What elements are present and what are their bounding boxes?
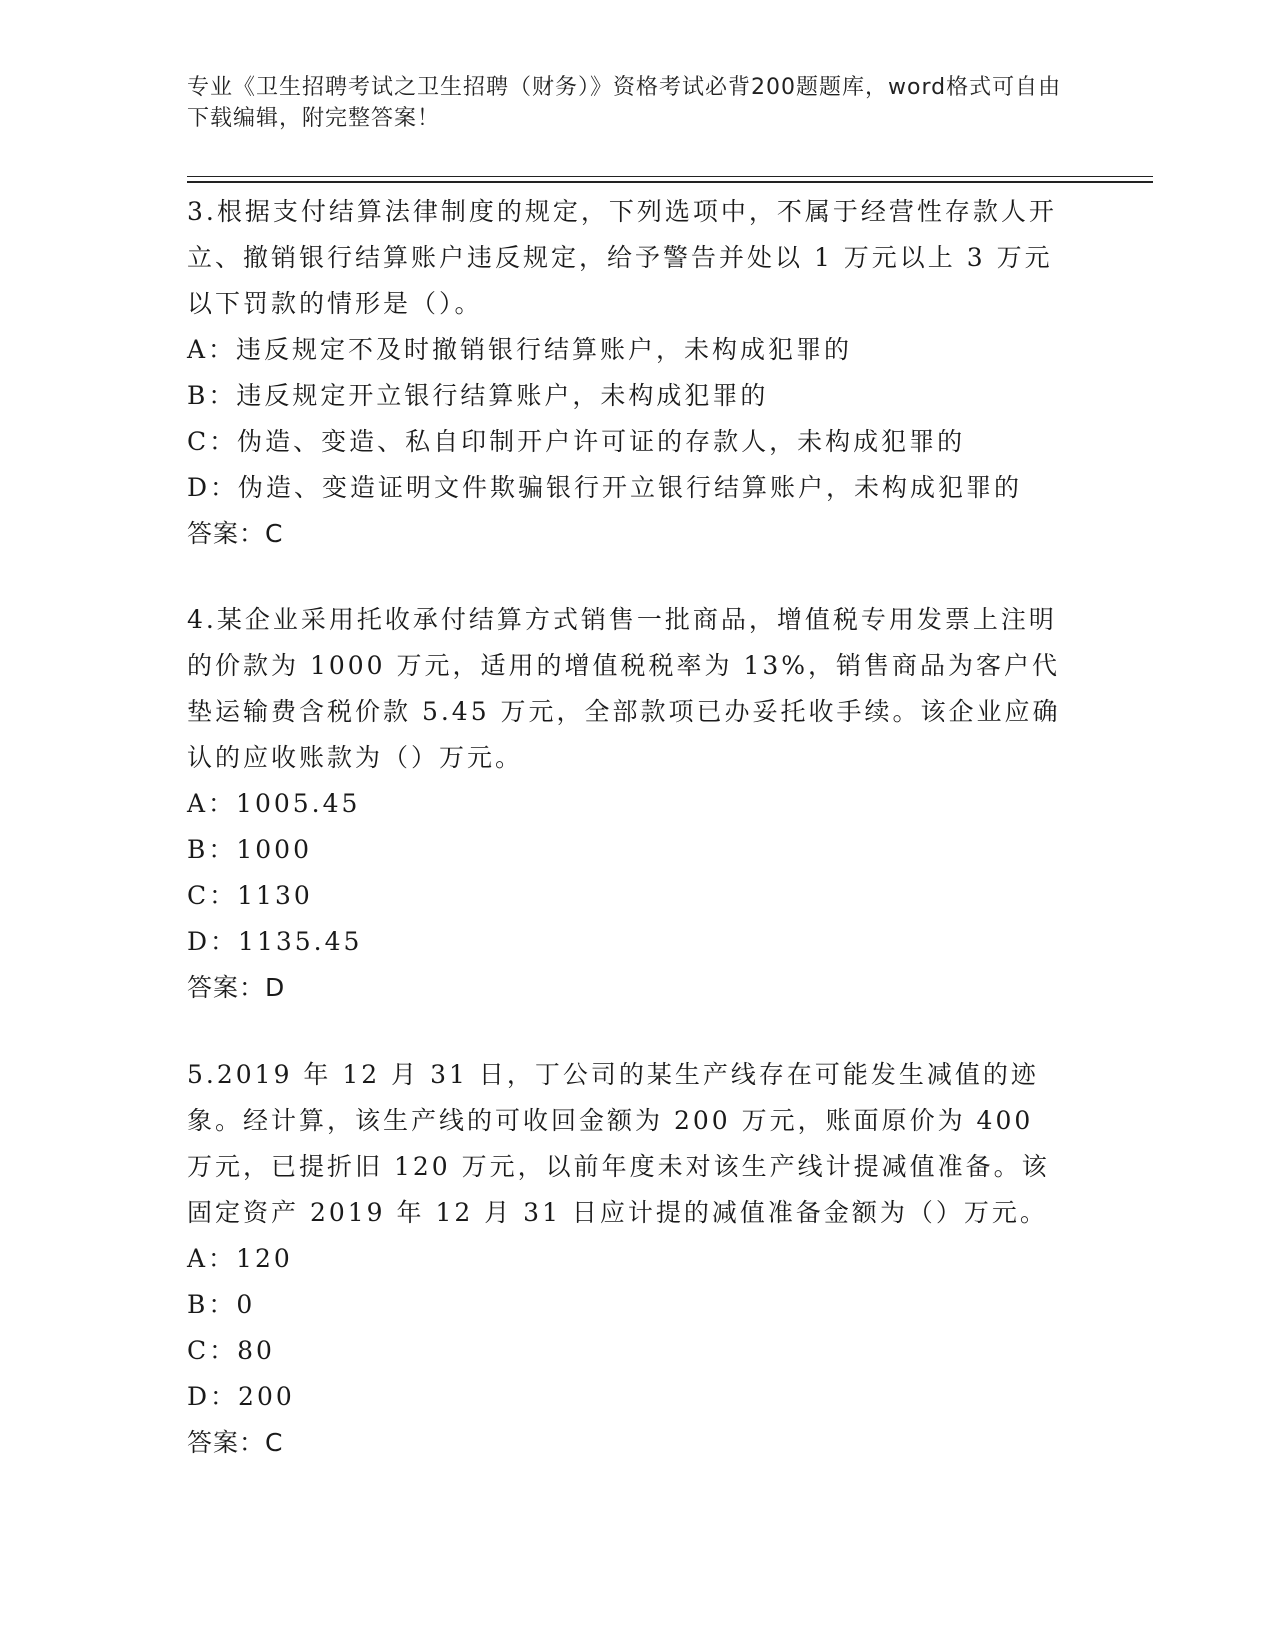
question-4 [187, 597, 1067, 1011]
question-stem: 4.某企业采用托收承付结算方式销售一批商品，增值税专用发票上注明的价款为 1000 万元，适用的增值税税率为 13%，销售商品为客户代垫运输费含税价款 5.45 万元，全部款项已办妥托收手续。该企业应确认的应收账款为（）万元。 [187, 605, 1061, 772]
option-d: D：伪造、变造证明文件欺骗银行开立银行结算账户，未构成犯罪的 [187, 473, 1023, 502]
header-divider-thin [187, 176, 1153, 177]
document-header: 专业《卫生招聘考试之卫生招聘（财务）》资格考试必背200题题库，word格式可自由下载编辑，附完整答案！ [187, 75, 1062, 131]
option-c: C：80 [187, 1336, 275, 1365]
question-stem: 5.2019 年 12 月 31 日，丁公司的某生产线存在可能发生减值的迹象。经计算，该生产线的可收回金额为 200 万元，账面原价为 400 万元，已提折旧 120 万元，以前年度未对该生产线计提减值准备。该固定资产 2019 年 12 月 31 日应计提的减值准备金额为（）万元。 [187, 1060, 1050, 1227]
question-3 [187, 189, 1067, 557]
option-d: D：1135.45 [187, 927, 363, 956]
option-b: B：1000 [187, 835, 312, 864]
option-a: A：违反规定不及时撤销银行结算账户，未构成犯罪的 [187, 335, 853, 364]
question-stem: 3.根据支付结算法律制度的规定，下列选项中，不属于经营性存款人开立、撤销银行结算账户违反规定，给予警告并处以 1 万元以上 3 万元以下罚款的情形是（）。 [187, 197, 1057, 318]
question-5 [187, 1052, 1067, 1466]
header-divider-thick [187, 181, 1153, 183]
answer-label: 答案：D [187, 973, 286, 1002]
option-c: C：1130 [187, 881, 313, 910]
option-b: B：违反规定开立银行结算账户，未构成犯罪的 [187, 381, 769, 410]
option-a: A：120 [187, 1244, 293, 1273]
option-c: C：伪造、变造、私自印制开户许可证的存款人，未构成犯罪的 [187, 427, 966, 456]
option-b: B：0 [187, 1290, 256, 1319]
option-d: D：200 [187, 1382, 295, 1411]
option-a: A：1005.45 [187, 789, 361, 818]
answer-label: 答案：C [187, 1428, 284, 1457]
answer-label: 答案：C [187, 519, 284, 548]
